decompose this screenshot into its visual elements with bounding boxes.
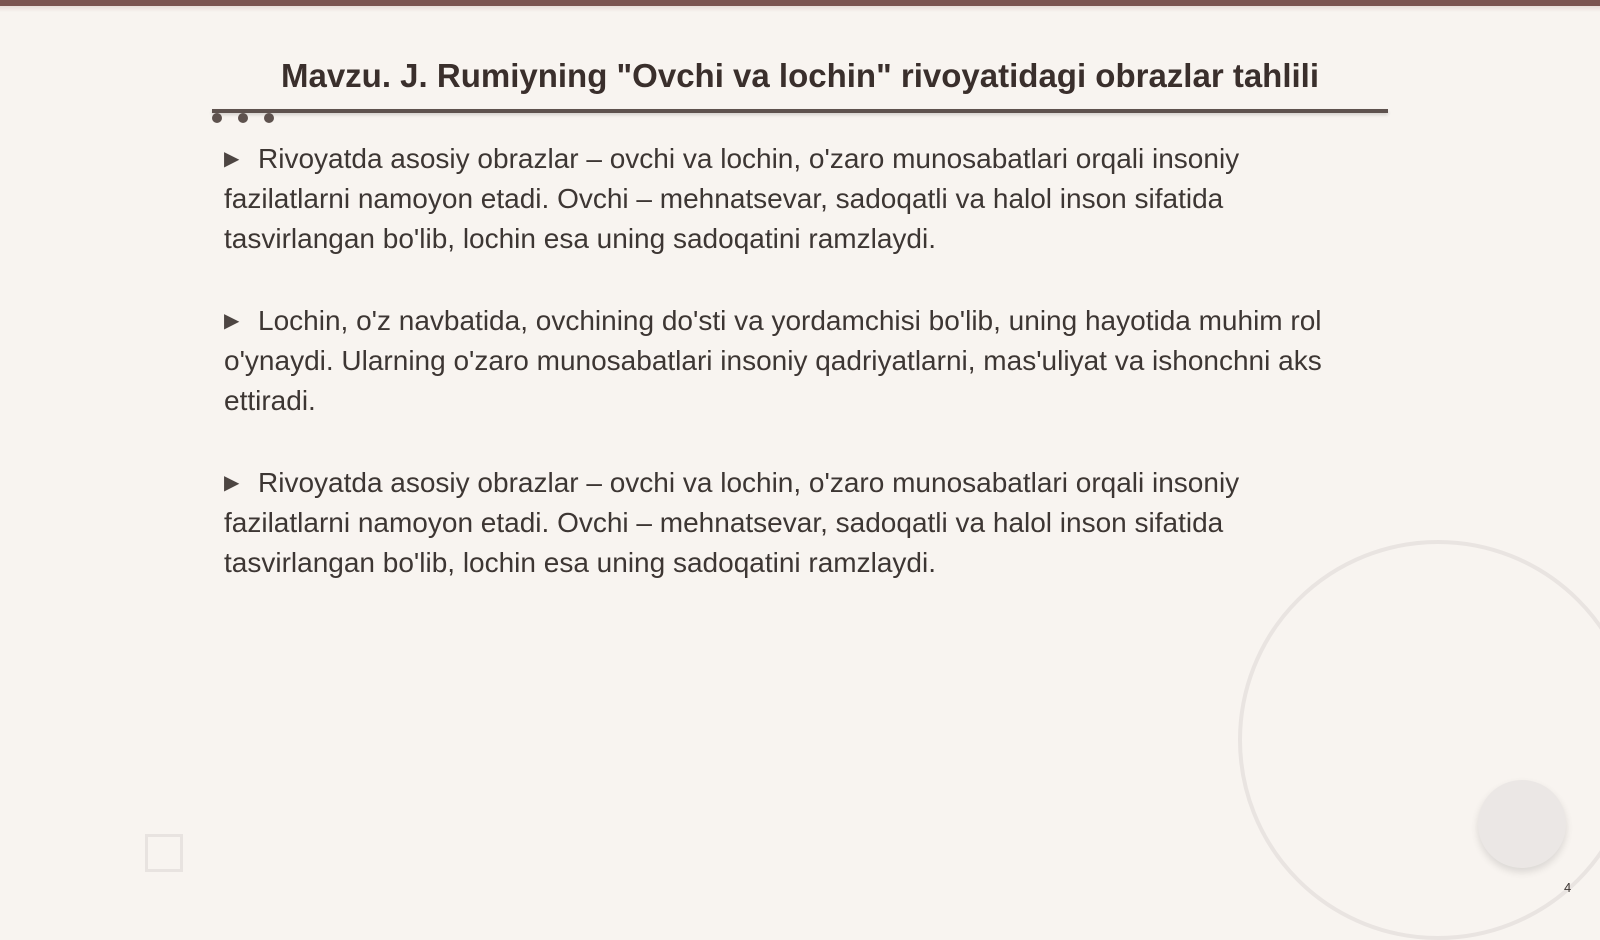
bullet-paragraph-3 <box>224 463 1354 583</box>
paragraph-text: Rivoyatda asosiy obrazlar – ovchi va lochin, o'zaro munosabatlari orqali insoniy fazilatlarni namoyon etadi. Ovchi – mehnatsevar, sadoqatli va halol inson sifatida tasvirlangan bo'lib, lochin esa uning sadoqatini ramzlaydi. <box>224 467 1240 578</box>
top-accent-shadow <box>0 6 1600 12</box>
bullet-arrow-icon: ▶ <box>224 310 240 332</box>
decor-square-outline <box>145 834 183 872</box>
decor-dot-2 <box>238 113 248 123</box>
bullet-arrow-icon: ▶ <box>224 148 240 170</box>
bullet-arrow-icon: ▶ <box>224 472 240 494</box>
bullet-paragraph-1 <box>224 139 1354 259</box>
page-number: 4 <box>1564 880 1572 895</box>
paragraph-text: Lochin, o'z navbatida, ovchining do'sti va yordamchisi bo'lib, uning hayotida muhim rol o'ynaydi. Ularning o'zaro munosabatlari insoniy qadriyatlarni, mas'uliyat va ishonchni aks ettiradi. <box>224 305 1322 416</box>
slide-title: Mavzu. J. Rumiyning "Ovchi va lochin" rivoyatidagi obrazlar tahlili <box>280 57 1320 94</box>
paragraph-text: Rivoyatda asosiy obrazlar – ovchi va lochin, o'zaro munosabatlari orqali insoniy fazilatlarni namoyon etadi. Ovchi – mehnatsevar, sadoqatli va halol inson sifatida tasvirlangan bo'lib, lochin esa uning sadoqatini ramzlaydi. <box>224 143 1240 254</box>
title-underline <box>212 109 1388 113</box>
decor-dot-1 <box>212 113 222 123</box>
decor-dot-3 <box>264 113 274 123</box>
decor-circle-filled <box>1478 780 1566 868</box>
slide-body <box>224 139 1354 625</box>
bullet-paragraph-2 <box>224 301 1354 421</box>
